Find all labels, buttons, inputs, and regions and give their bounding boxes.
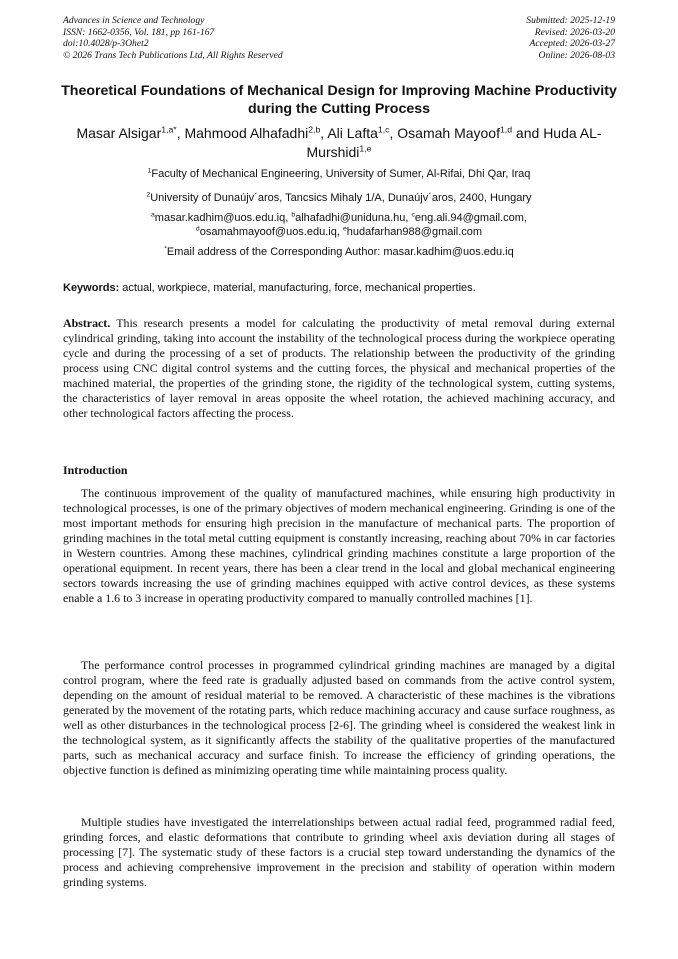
date-revised: Revised: 2026-03-20 <box>534 26 615 38</box>
abstract-text: This research presents a model for calculating the productivity of metal removal during external cylindrical grinding, taking into account the instability of the technological process during the workpiece operating cycle and during the processing of a set of products. The relationship between the productivity of the grinding process using CNC digital control systems and the cutting forces, the physical and mechanical properties of the machined material, the properties of the grinding stone, the rigidity of the technological system, cutting systems, the characteristics of layer removal in areas opposite the wheel rotation, the achieved machining accuracy, and other technological factors affecting the process. <box>63 316 615 420</box>
keywords-label: Keywords: <box>63 282 120 294</box>
author: Huda AL-Murshidi <box>306 125 602 160</box>
email-marker: d <box>195 225 200 233</box>
author-separator: , <box>176 125 185 141</box>
affiliation <box>40 191 638 205</box>
email-marker: e <box>342 225 347 233</box>
email-link[interactable]: osamahmayoof@uos.edu.iq <box>199 226 337 238</box>
author: Masar Alsigar <box>76 125 162 141</box>
keywords-text: actual, workpiece, material, manufacturing, force, mechanical properties. <box>119 282 476 294</box>
author-affiliation-marker: 1,a* <box>161 124 177 135</box>
publication-dates <box>526 15 615 61</box>
paragraph: The continuous improvement of the quality of manufactured machines, while ensuring high productivity in technological processes, is one of the primary objectives of modern mechanical engineering. Grinding is one of the most important methods for ensuring high precision in the manufacture of mechanical parts. The proportion of grinding machines in the total metal cutting equipment is constantly increasing, reaching about 70% in car factories in Western countries. Among these machines, cylindrical grinding machines constitute a large proportion of the operational equipment. In recent years, there has been a clear trend in the local and global mechanical engineering sectors towards increasing the use of grinding machines equipped with active control devices, as these systems enable a 1.6 to 3 increase in operating productivity compared to manually controlled machines [1]. <box>63 486 615 605</box>
author-separator: and <box>512 125 544 141</box>
affiliation-marker: 2 <box>146 191 151 199</box>
corresponding-author <box>40 245 638 259</box>
date-online: Online: 2026-08-03 <box>538 49 615 61</box>
paragraph: Multiple studies have investigated the interrelationships between actual radial feed, programmed radial feed, grinding forces, and elastic deformations that contribute to grinding wheel axis deviation during all stages of processing [7]. The systematic study of these factors is a crucial step toward understanding the dynamics of the process and achieving comprehensive improvement in the precision and stability of operation within modern grinding systems. <box>63 815 615 889</box>
email-link[interactable]: masar.kadhim@uos.edu.iq <box>154 212 286 224</box>
email-separator: , <box>523 212 527 224</box>
doi: doi:10.4028/p-3Ohet2 <box>63 38 149 50</box>
author-separator: , <box>389 125 398 141</box>
email-link[interactable]: eng.ali.94@gmail.com <box>414 212 524 224</box>
author-affiliation-marker: 1,d <box>499 124 513 135</box>
journal-issn: ISSN: 1662-0356, Vol. 181, pp 161-167 <box>63 26 215 38</box>
author-list <box>60 124 618 161</box>
email-link[interactable]: hudafarhan988@gmail.com <box>346 226 483 238</box>
journal-info <box>63 15 283 61</box>
corresponding-text: Email address of the Corresponding Author: masar.kadhim@uos.edu.iq <box>166 246 514 258</box>
author-affiliation-marker: 1,c <box>377 124 390 135</box>
journal-name: Advances in Science and Technology <box>63 15 205 26</box>
paragraph: The performance control processes in programmed cylindrical grinding machines are managed by a digital control program, where the feed rate is gradually adjusted based on commands from the active control system, depending on the amount of residual material to be removed. A characteristic of these machines is the vibrations generated by the movement of the rotating parts, which reduce machining accuracy and cause surface roughness, as well as other disturbances in the technological process [2-6]. The grinding wheel is considered the weakest link in the technological system, as it significantly affects the stability of the qualitative properties of the manufactured parts, such as mechanical accuracy and surface finish. To increase the efficiency of grinding operations, the objective function is defined as minimizing operating time while maintaining process quality. <box>63 658 615 777</box>
affiliation-text: Faculty of Mechanical Engineering, University of Sumer, Al-Rifai, Dhi Qar, Iraq <box>151 168 531 180</box>
affiliation <box>40 167 638 181</box>
author: Ali Lafta <box>327 125 378 141</box>
email-marker: c <box>411 211 415 219</box>
affiliation-marker: 1 <box>147 167 152 175</box>
date-accepted: Accepted: 2026-03-27 <box>529 38 615 50</box>
email-link[interactable]: alhafadhi@uniduna.hu <box>295 212 406 224</box>
author-separator: , <box>320 125 328 141</box>
author-emails <box>60 211 618 239</box>
abstract <box>63 316 615 421</box>
email-marker: b <box>291 211 296 219</box>
date-submitted: Submitted: 2025-12-19 <box>526 15 615 26</box>
email-separator: , <box>285 212 292 224</box>
email-separator: , <box>405 212 412 224</box>
author-affiliation-marker: 1,e <box>359 142 372 153</box>
email-marker: a <box>151 211 155 219</box>
keywords <box>63 281 615 295</box>
affiliation-text: University of Dunaújv´aros, Tancsics Mihaly 1/A, Dunaújv´aros, 2400, Hungary <box>150 192 532 204</box>
author: Osamah Mayoof <box>397 125 500 141</box>
abstract-label: Abstract. <box>63 316 111 330</box>
paper-title: Theoretical Foundations of Mechanical Design for Improving Machine Productivity during the Cutting Process <box>61 83 617 117</box>
corresponding-marker: * <box>164 245 167 253</box>
author: Mahmood Alhafadhi <box>184 125 309 141</box>
section-heading: Introduction <box>63 463 128 477</box>
email-separator: , <box>336 226 343 238</box>
author-affiliation-marker: 2,b <box>308 124 321 135</box>
copyright: © 2026 Trans Tech Publications Ltd, All Rights Reserved <box>63 49 283 61</box>
